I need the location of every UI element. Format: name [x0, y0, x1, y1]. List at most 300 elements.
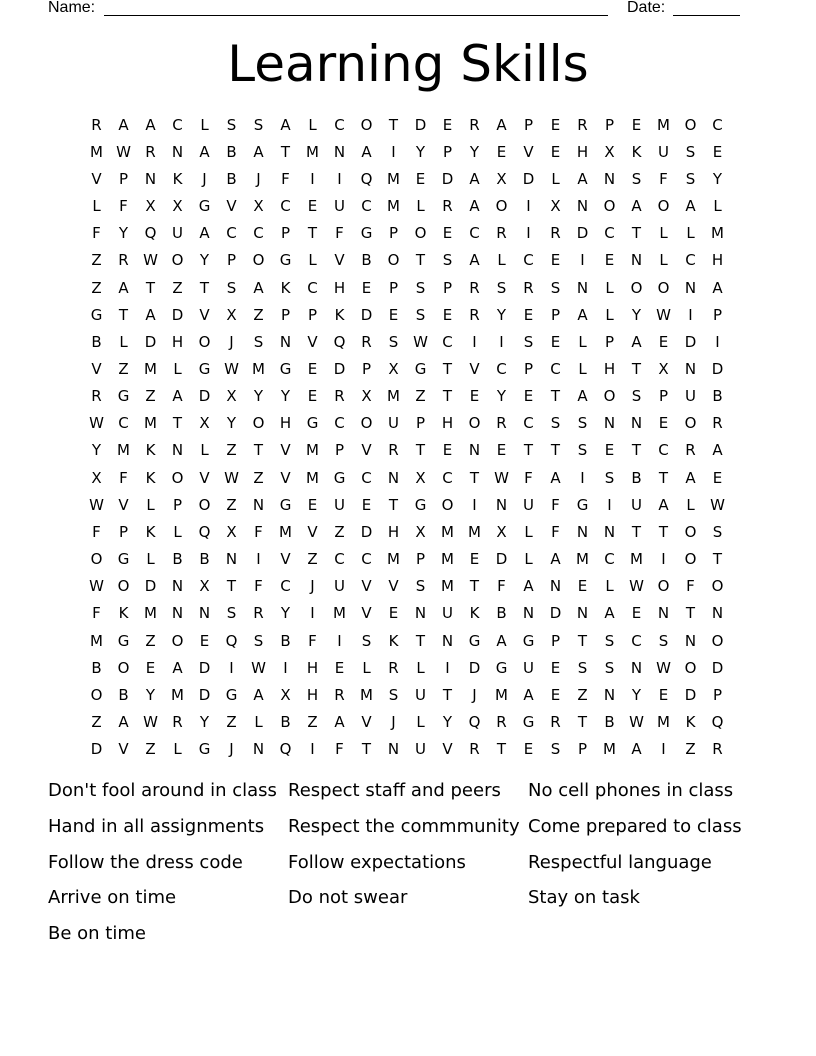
grid-letter: L — [173, 359, 182, 378]
grid-letter: B — [199, 550, 210, 569]
grid-letter: A — [199, 142, 210, 161]
grid-letter: T — [253, 441, 264, 460]
grid-letter: F — [659, 169, 668, 188]
grid-letter: A — [523, 577, 534, 596]
grid-letter: O — [603, 387, 616, 406]
grid-letter: T — [442, 685, 453, 704]
grid-letter: T — [415, 251, 426, 270]
grid-letter: L — [308, 115, 317, 134]
grid-letter: L — [524, 550, 533, 569]
grid-letter: G — [414, 359, 427, 378]
grid-letter: P — [523, 115, 534, 134]
grid-letter: P — [226, 251, 237, 270]
grid-letter: P — [604, 332, 615, 351]
grid-letter: G — [90, 305, 103, 324]
grid-letter: C — [334, 115, 345, 134]
grid-letter: C — [280, 197, 291, 216]
grid-letter: K — [172, 169, 183, 188]
grid-letter: N — [333, 142, 346, 161]
grid-letter: I — [526, 197, 531, 216]
grid-letter: N — [576, 278, 589, 297]
grid-letter: E — [361, 495, 372, 514]
grid-letter: L — [173, 522, 182, 541]
grid-letter: D — [360, 522, 373, 541]
grid-letter: P — [712, 305, 723, 324]
grid-letter: D — [198, 387, 211, 406]
grid-letter: A — [469, 251, 480, 270]
grid-letter: G — [414, 495, 427, 514]
grid-letter: A — [712, 278, 723, 297]
grid-letter: L — [200, 441, 209, 460]
grid-letter: N — [657, 604, 670, 623]
grid-letter: F — [524, 468, 533, 487]
grid-letter: O — [198, 332, 211, 351]
grid-letter: A — [469, 169, 480, 188]
grid-letter: M — [306, 142, 319, 161]
grid-letter: E — [307, 197, 318, 216]
grid-letter: N — [387, 740, 400, 759]
grid-letter: N — [171, 441, 184, 460]
grid-letter: M — [657, 713, 670, 732]
grid-letter: E — [550, 685, 561, 704]
grid-letter: A — [550, 550, 561, 569]
grid-letter: P — [415, 414, 426, 433]
word-search-grid — [83, 111, 731, 763]
grid-letter: E — [550, 658, 561, 677]
grid-letter: K — [334, 305, 345, 324]
grid-letter: J — [229, 332, 234, 351]
grid-letter: S — [550, 740, 561, 759]
grid-letter: S — [388, 332, 399, 351]
grid-letter: Z — [577, 685, 588, 704]
grid-letter: M — [576, 550, 589, 569]
grid-letter: I — [661, 550, 666, 569]
grid-letter: X — [658, 359, 669, 378]
grid-letter: A — [118, 713, 129, 732]
grid-letter: S — [631, 387, 642, 406]
grid-letter: M — [252, 359, 265, 378]
grid-letter: Z — [226, 495, 237, 514]
grid-letter: S — [712, 522, 723, 541]
grid-letter: P — [550, 631, 561, 650]
grid-letter: V — [91, 359, 102, 378]
grid-letter: P — [388, 278, 399, 297]
grid-letter: E — [442, 115, 453, 134]
word-list-item: Come prepared to class — [528, 815, 742, 837]
grid-letter: V — [226, 197, 237, 216]
grid-letter: R — [334, 685, 345, 704]
grid-letter: Y — [199, 713, 210, 732]
grid-letter: O — [684, 414, 697, 433]
grid-letter: P — [442, 278, 453, 297]
grid-letter: A — [496, 631, 507, 650]
grid-letter: U — [685, 387, 696, 406]
grid-letter: V — [307, 332, 318, 351]
grid-letter: L — [173, 740, 182, 759]
grid-letter: O — [387, 251, 400, 270]
grid-letter: V — [334, 251, 345, 270]
grid-letter: T — [145, 278, 156, 297]
grid-letter: R — [577, 115, 588, 134]
grid-letter: O — [603, 197, 616, 216]
grid-letter: E — [550, 142, 561, 161]
grid-letter: M — [144, 604, 157, 623]
grid-letter: C — [442, 468, 453, 487]
grid-letter: W — [143, 713, 158, 732]
grid-letter: N — [549, 577, 562, 596]
grid-letter: C — [496, 359, 507, 378]
grid-letter: D — [495, 550, 508, 569]
grid-letter: E — [550, 115, 561, 134]
grid-letter: S — [658, 631, 669, 650]
grid-letter: G — [360, 224, 373, 243]
grid-letter: W — [89, 577, 104, 596]
grid-letter: R — [685, 441, 696, 460]
grid-letter: O — [360, 115, 373, 134]
grid-letter: O — [117, 658, 130, 677]
grid-letter: Z — [145, 631, 156, 650]
grid-letter: F — [335, 740, 344, 759]
grid-letter: B — [604, 713, 615, 732]
grid-letter: R — [496, 414, 507, 433]
grid-letter: I — [337, 631, 342, 650]
grid-letter: N — [576, 604, 589, 623]
grid-letter: G — [522, 631, 535, 650]
name-label: Name: — [48, 0, 96, 16]
grid-letter: G — [117, 550, 130, 569]
grid-letter: Z — [91, 251, 102, 270]
grid-letter: Y — [496, 387, 507, 406]
grid-letter: I — [310, 740, 315, 759]
grid-letter: O — [657, 197, 670, 216]
grid-letter: U — [388, 414, 399, 433]
grid-letter: O — [171, 631, 184, 650]
grid-letter: G — [495, 658, 508, 677]
grid-letter: E — [550, 332, 561, 351]
grid-letter: Y — [91, 441, 102, 460]
grid-letter: X — [172, 197, 183, 216]
grid-letter: N — [603, 169, 616, 188]
grid-letter: S — [685, 169, 696, 188]
grid-letter: I — [499, 332, 504, 351]
grid-letter: Z — [415, 387, 426, 406]
grid-letter: E — [631, 604, 642, 623]
grid-letter: C — [118, 414, 129, 433]
grid-letter: M — [495, 685, 508, 704]
grid-letter: G — [522, 713, 535, 732]
grid-letter: Y — [442, 713, 453, 732]
grid-letter: N — [684, 359, 697, 378]
grid-letter: P — [523, 359, 534, 378]
grid-letter: A — [253, 685, 264, 704]
grid-letter: B — [280, 631, 291, 650]
grid-letter: I — [661, 740, 666, 759]
grid-letter: D — [144, 332, 157, 351]
word-list-item: Stay on task — [528, 887, 640, 909]
grid-letter: R — [388, 441, 399, 460]
grid-letter: T — [118, 305, 129, 324]
grid-letter: H — [333, 278, 346, 297]
grid-letter: E — [550, 251, 561, 270]
grid-letter: U — [631, 495, 642, 514]
grid-letter: P — [604, 115, 615, 134]
grid-letter: H — [576, 142, 589, 161]
grid-letter: F — [686, 577, 695, 596]
grid-letter: E — [145, 658, 156, 677]
grid-letter: F — [119, 468, 128, 487]
grid-letter: D — [90, 740, 103, 759]
grid-letter: K — [631, 142, 642, 161]
grid-letter: T — [361, 740, 372, 759]
grid-letter: I — [391, 142, 396, 161]
grid-letter: E — [604, 251, 615, 270]
grid-letter: V — [199, 468, 210, 487]
grid-letter: B — [280, 713, 291, 732]
grid-letter: K — [280, 278, 291, 297]
grid-letter: W — [224, 468, 239, 487]
grid-letter: T — [496, 740, 507, 759]
grid-letter: V — [280, 468, 291, 487]
grid-letter: S — [253, 332, 264, 351]
grid-letter: M — [333, 604, 346, 623]
grid-letter: V — [199, 305, 210, 324]
grid-letter: A — [199, 224, 210, 243]
grid-letter: A — [631, 332, 642, 351]
grid-letter: B — [91, 658, 102, 677]
grid-letter: C — [334, 550, 345, 569]
grid-letter: B — [496, 604, 507, 623]
grid-letter: R — [523, 278, 534, 297]
word-list-item: Respectful language — [528, 851, 712, 873]
word-list-item: Respect the commmunity — [288, 815, 520, 837]
grid-letter: T — [658, 522, 669, 541]
grid-letter: O — [630, 278, 643, 297]
grid-letter: L — [605, 278, 614, 297]
grid-letter: P — [280, 305, 291, 324]
grid-letter: K — [145, 441, 156, 460]
grid-letter: R — [91, 115, 102, 134]
grid-letter: O — [90, 550, 103, 569]
grid-letter: G — [576, 495, 589, 514]
grid-letter: V — [388, 577, 399, 596]
grid-letter: U — [334, 577, 345, 596]
grid-letter: N — [225, 550, 238, 569]
grid-letter: O — [171, 251, 184, 270]
grid-letter: D — [684, 332, 697, 351]
grid-letter: D — [549, 604, 562, 623]
grid-letter: W — [143, 251, 158, 270]
grid-letter: C — [361, 550, 372, 569]
grid-letter: Y — [631, 305, 642, 324]
grid-letter: W — [413, 332, 428, 351]
grid-letter: R — [388, 658, 399, 677]
grid-letter: E — [442, 224, 453, 243]
grid-letter: N — [576, 522, 589, 541]
grid-letter: V — [361, 441, 372, 460]
grid-letter: S — [685, 142, 696, 161]
grid-letter: Z — [307, 713, 318, 732]
grid-letter: F — [92, 604, 101, 623]
grid-letter: Y — [280, 387, 291, 406]
grid-letter: O — [90, 685, 103, 704]
word-list-item: No cell phones in class — [528, 780, 734, 801]
grid-letter: U — [415, 740, 426, 759]
grid-letter: V — [91, 169, 102, 188]
grid-letter: F — [551, 522, 560, 541]
grid-letter: X — [199, 414, 210, 433]
grid-letter: G — [117, 631, 130, 650]
grid-letter: P — [334, 441, 345, 460]
grid-letter: I — [580, 251, 585, 270]
grid-letter: P — [415, 550, 426, 569]
grid-letter: L — [146, 550, 155, 569]
grid-letter: P — [280, 224, 291, 243]
grid-letter: W — [629, 713, 644, 732]
grid-letter: X — [604, 142, 615, 161]
grid-letter: E — [658, 332, 669, 351]
grid-letter: L — [146, 495, 155, 514]
grid-letter: Q — [333, 332, 346, 351]
name-field-line — [104, 0, 608, 16]
date-field-line — [673, 0, 740, 16]
word-list-item: Follow the dress code — [48, 851, 243, 873]
grid-letter: O — [468, 414, 481, 433]
grid-letter: R — [361, 332, 372, 351]
grid-letter: I — [283, 658, 288, 677]
grid-letter: Y — [199, 251, 210, 270]
grid-letter: I — [472, 332, 477, 351]
grid-letter: U — [172, 224, 183, 243]
grid-letter: Q — [144, 224, 157, 243]
grid-letter: T — [388, 115, 399, 134]
grid-letter: F — [335, 224, 344, 243]
grid-letter: V — [118, 740, 129, 759]
grid-letter: S — [226, 604, 237, 623]
grid-letter: C — [604, 550, 615, 569]
grid-letter: Z — [226, 713, 237, 732]
grid-letter: I — [256, 550, 261, 569]
grid-letter: W — [89, 414, 104, 433]
grid-letter: E — [469, 550, 480, 569]
grid-letter: A — [469, 197, 480, 216]
grid-letter: T — [631, 522, 642, 541]
grid-letter: L — [119, 332, 128, 351]
grid-letter: V — [442, 740, 453, 759]
grid-letter: O — [441, 495, 454, 514]
grid-letter: W — [656, 658, 671, 677]
grid-letter: U — [334, 197, 345, 216]
grid-letter: C — [361, 468, 372, 487]
grid-letter: S — [550, 414, 561, 433]
grid-letter: G — [117, 387, 130, 406]
grid-letter: E — [442, 441, 453, 460]
grid-letter: A — [685, 468, 696, 487]
grid-letter: O — [495, 197, 508, 216]
grid-letter: X — [91, 468, 102, 487]
grid-letter: X — [496, 522, 507, 541]
grid-letter: D — [333, 359, 346, 378]
grid-letter: C — [226, 224, 237, 243]
grid-letter: S — [253, 115, 264, 134]
grid-letter: X — [145, 197, 156, 216]
grid-letter: E — [712, 142, 723, 161]
grid-letter: J — [391, 713, 396, 732]
grid-letter: A — [172, 387, 183, 406]
word-list — [48, 773, 768, 952]
grid-letter: T — [577, 631, 588, 650]
grid-letter: E — [307, 359, 318, 378]
grid-letter: A — [280, 115, 291, 134]
word-list-item: Respect staff and peers — [288, 780, 501, 801]
grid-letter: M — [117, 441, 130, 460]
grid-letter: A — [523, 685, 534, 704]
grid-letter: S — [631, 169, 642, 188]
grid-letter: D — [360, 305, 373, 324]
grid-letter: P — [118, 169, 129, 188]
grid-letter: R — [91, 387, 102, 406]
grid-letter: R — [496, 224, 507, 243]
grid-letter: N — [414, 604, 427, 623]
grid-letter: R — [469, 115, 480, 134]
grid-letter: S — [604, 658, 615, 677]
grid-letter: B — [631, 468, 642, 487]
grid-letter: K — [469, 604, 480, 623]
grid-letter: V — [118, 495, 129, 514]
grid-letter: D — [711, 658, 724, 677]
grid-letter: L — [713, 197, 722, 216]
grid-letter: A — [361, 142, 372, 161]
grid-letter: M — [279, 522, 292, 541]
grid-letter: T — [550, 441, 561, 460]
grid-letter: B — [118, 685, 129, 704]
grid-letter: K — [145, 522, 156, 541]
grid-letter: K — [145, 468, 156, 487]
grid-letter: T — [415, 441, 426, 460]
grid-letter: H — [441, 414, 454, 433]
grid-letter: A — [685, 197, 696, 216]
grid-letter: A — [550, 468, 561, 487]
grid-letter: T — [226, 577, 237, 596]
grid-letter: T — [442, 387, 453, 406]
grid-letter: T — [550, 387, 561, 406]
grid-letter: A — [577, 169, 588, 188]
grid-letter: U — [523, 658, 534, 677]
grid-letter: A — [118, 115, 129, 134]
grid-letter: O — [684, 658, 697, 677]
grid-letter: Z — [145, 740, 156, 759]
grid-letter: D — [198, 685, 211, 704]
grid-letter: N — [387, 468, 400, 487]
grid-letter: R — [253, 604, 264, 623]
grid-letter: M — [630, 550, 643, 569]
grid-letter: R — [712, 740, 723, 759]
grid-letter: V — [280, 550, 291, 569]
grid-letter: N — [171, 142, 184, 161]
grid-letter: M — [90, 142, 103, 161]
grid-letter: Q — [711, 713, 724, 732]
grid-letter: C — [523, 414, 534, 433]
grid-letter: R — [172, 713, 183, 732]
grid-letter: A — [577, 305, 588, 324]
grid-letter: N — [684, 278, 697, 297]
grid-letter: H — [171, 332, 184, 351]
grid-letter: E — [496, 441, 507, 460]
grid-letter: L — [605, 305, 614, 324]
grid-letter: X — [226, 522, 237, 541]
grid-letter: N — [252, 740, 265, 759]
grid-letter: A — [604, 604, 615, 623]
grid-letter: Y — [415, 142, 426, 161]
